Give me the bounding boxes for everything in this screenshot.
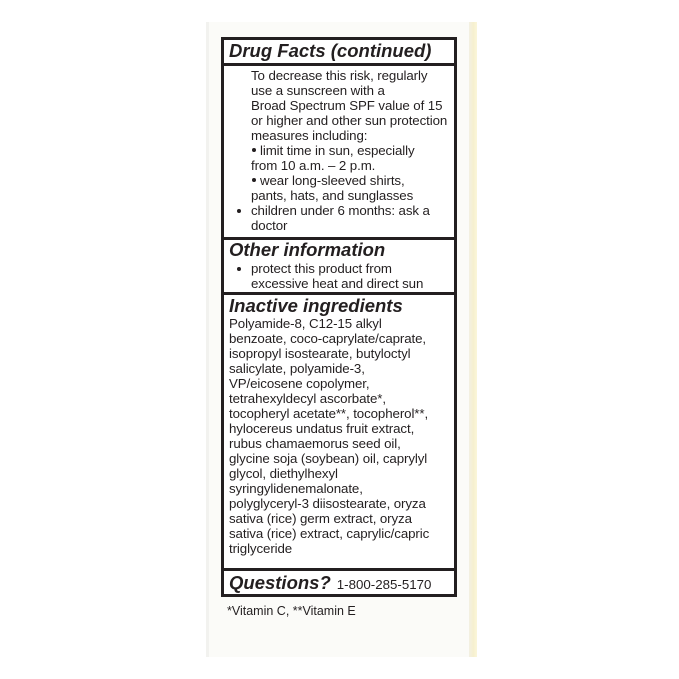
- box-right-edge: [469, 22, 477, 657]
- text-line: glycine soja (soybean) oil, caprylyl: [229, 451, 428, 466]
- text-line: Broad Spectrum SPF value of 15: [251, 98, 443, 113]
- box-left-edge: [206, 22, 209, 657]
- text-line: salicylate, polyamide-3,: [229, 361, 365, 376]
- drug-facts-panel: [221, 37, 457, 597]
- questions-section: [224, 573, 454, 595]
- text-line: tetrahexyldecyl ascorbate*,: [229, 391, 386, 406]
- text-line: sativa (rice) germ extract, oryza: [229, 511, 412, 526]
- text-line: VP/eicosene copolymer,: [229, 376, 370, 391]
- text-line: sativa (rice) extract, caprylic/capric: [229, 526, 430, 541]
- section-title: Inactive ingredients: [229, 295, 403, 316]
- inactive-ingredients-section: [224, 296, 454, 556]
- questions-label: Questions?: [229, 572, 331, 593]
- text-line: To decrease this risk, regularly: [251, 68, 428, 83]
- text-line: syringylidenemalonate,: [229, 481, 363, 496]
- sub-bullet-item: wear long-sleeved shirts,: [230, 173, 450, 188]
- section-divider: [224, 568, 454, 571]
- bullet-icon: [237, 267, 241, 271]
- text-line: Polyamide-8, C12-15 alkyl: [229, 316, 382, 331]
- text-line: measures including:: [251, 128, 368, 143]
- drug-facts-continued-section: [224, 40, 454, 61]
- warnings-continued-text: [224, 68, 454, 233]
- bullet-icon: [252, 148, 256, 152]
- text-line: pants, hats, and sunglasses: [251, 188, 414, 203]
- text-line: rubus chamaemorus seed oil,: [229, 436, 401, 451]
- sub-bullet-item: limit time in sun, especially: [230, 143, 450, 158]
- text-line: tocopheryl acetate**, tocopherol**,: [229, 406, 429, 421]
- text-line: or higher and other sun protection: [251, 113, 448, 128]
- text-line: isopropyl isostearate, butyloctyl: [229, 346, 411, 361]
- bullet-icon: [252, 178, 256, 182]
- section-title: Other information: [229, 239, 386, 260]
- text-line: polyglyceryl-3 diisostearate, oryza: [229, 496, 426, 511]
- bullet-item: protect this product from excessive heat and direct sun: [230, 261, 450, 291]
- text-line: hylocereus undatus fruit extract,: [229, 421, 415, 436]
- ingredients-list: [224, 316, 454, 556]
- section-title: Drug Facts (continued): [229, 40, 432, 61]
- text-line: triglyceride: [229, 541, 293, 556]
- phone-number: 1-800-285-5170: [336, 577, 432, 592]
- text-line: use a sunscreen with a: [251, 83, 385, 98]
- text-line: from 10 a.m. – 2 p.m.: [251, 158, 376, 173]
- other-information-section: [224, 240, 454, 291]
- bullet-item: children under 6 months: ask a doctor: [230, 203, 450, 233]
- section-divider: [224, 63, 454, 66]
- vitamin-footnote: *Vitamin C, **Vitamin E: [227, 604, 356, 618]
- text-line: glycol, diethylhexyl: [229, 466, 338, 481]
- text-line: benzoate, coco-caprylate/caprate,: [229, 331, 427, 346]
- bullet-icon: [237, 209, 241, 213]
